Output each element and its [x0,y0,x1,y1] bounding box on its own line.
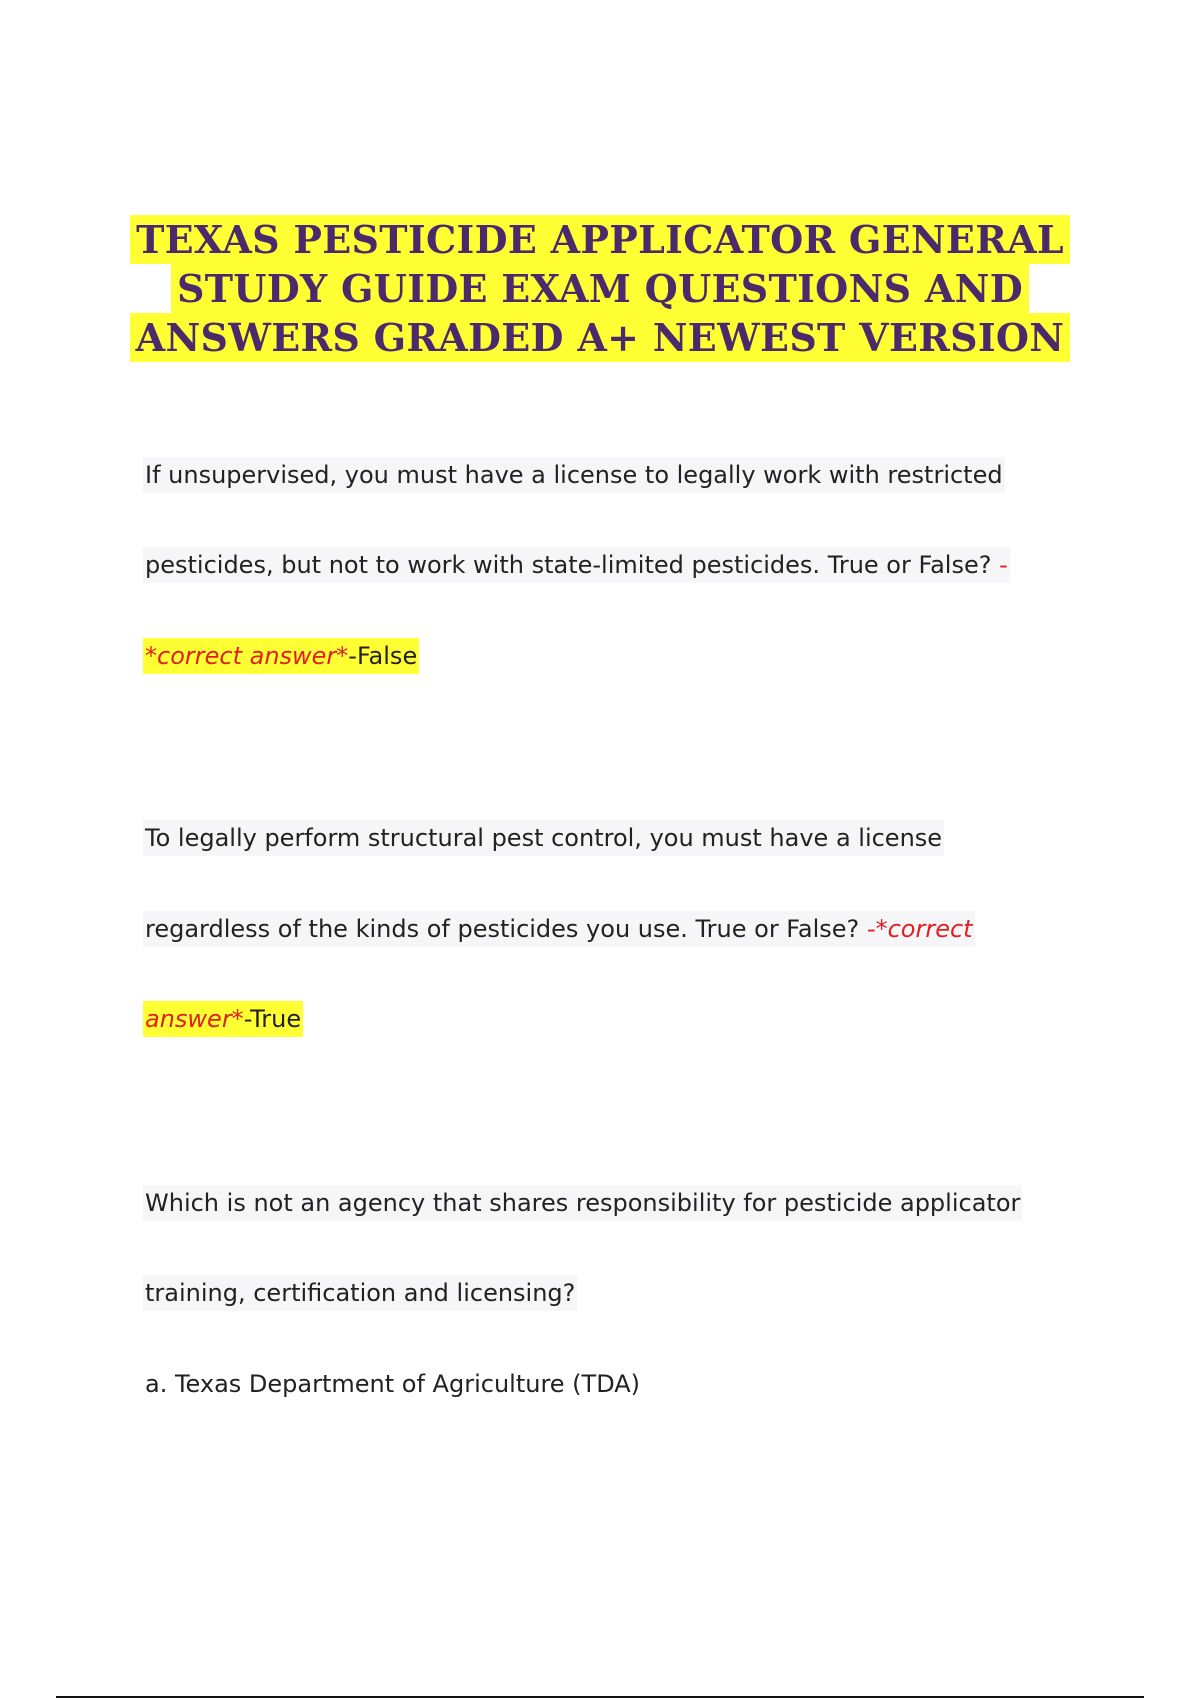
question-1-text-1: If unsupervised, you must have a license to legally work with restricted [145,461,1003,489]
question-1-line-2 [143,547,1010,583]
question-3-option-a-text: a. Texas Department of Agriculture (TDA) [145,1370,641,1398]
question-1-answer-line [143,638,419,674]
question-1-answer-label: *correct answer* [145,642,349,670]
question-3-line-2 [143,1275,577,1311]
question-2-answer-marker: -*correct [859,915,973,943]
footer-divider [56,1696,1144,1698]
question-2-answer-line [143,1001,303,1037]
question-2-answer: -True [243,1005,302,1033]
question-3-text-1: Which is not an agency that shares responsibility for pesticide applicator [145,1189,1021,1217]
question-2-text-1: To legally perform structural pest control, you must have a license [145,824,943,852]
question-3-text-2: training, certification and licensing? [145,1279,576,1307]
title-line-3: ANSWERS GRADED A+ NEWEST VERSION [130,313,1071,362]
question-3-line-1 [143,1185,1022,1221]
question-2-line-2 [143,911,975,947]
question-1-text-2: pesticides, but not to work with state-limited pesticides. True or False? [145,551,992,579]
title-line-1: TEXAS PESTICIDE APPLICATOR GENERAL [130,215,1070,264]
question-2-line-1 [143,820,944,856]
question-1-answer: -False [348,642,418,670]
title-line-2: STUDY GUIDE EXAM QUESTIONS AND [171,264,1029,313]
question-3-option-a [143,1366,642,1402]
document-title [0,215,1200,362]
question-2-text-2: regardless of the kinds of pesticides you use. True or False? [145,915,860,943]
question-1-answer-marker: - [991,551,1008,579]
question-2-answer-label: answer* [145,1005,244,1033]
question-1-line-1 [143,457,1005,493]
